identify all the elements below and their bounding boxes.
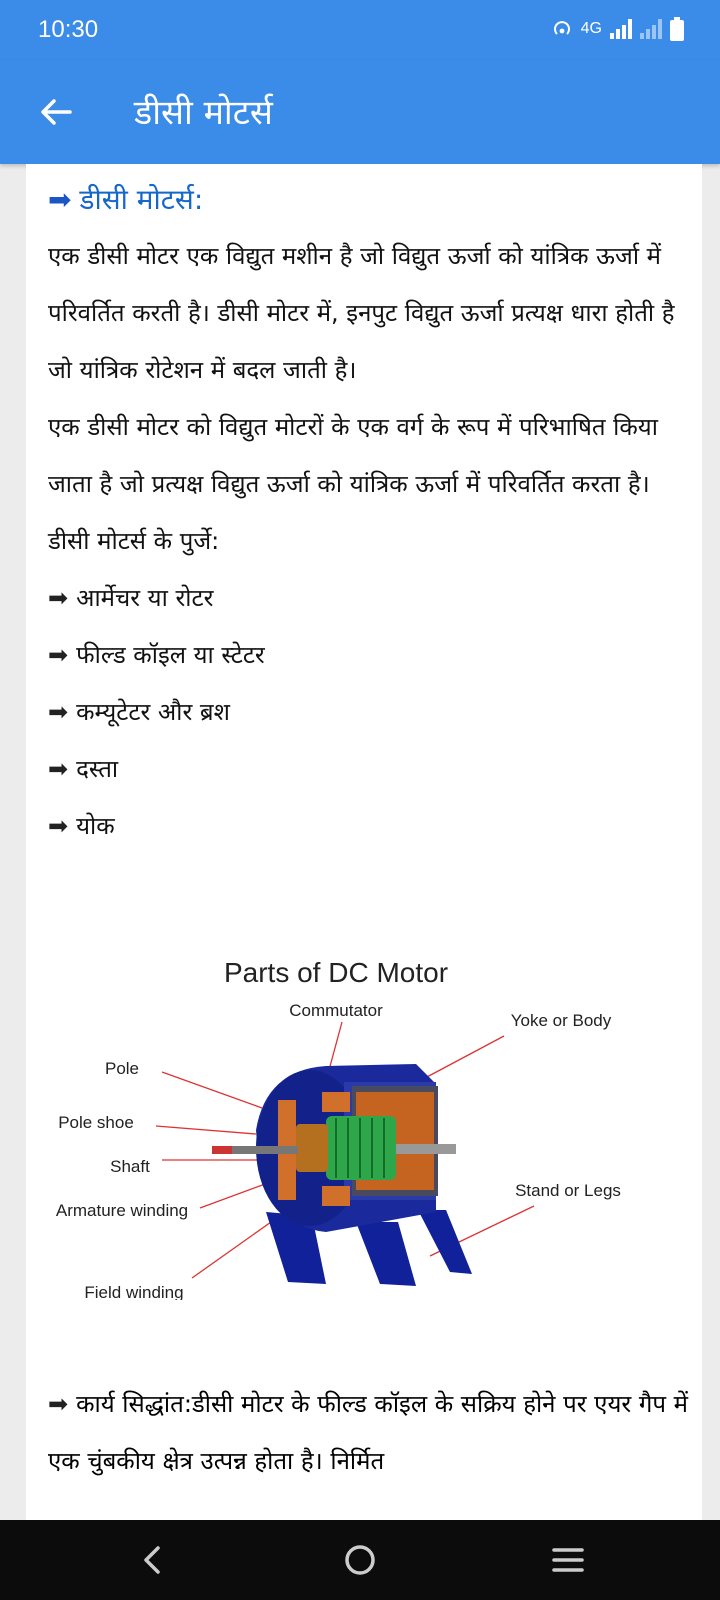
arrow-icon: ➡ xyxy=(48,641,69,669)
arrow-icon: ➡ xyxy=(48,183,72,216)
label-shaft: Shaft xyxy=(110,1157,150,1176)
network-type: 4G xyxy=(580,20,602,37)
signal-icon-2 xyxy=(640,19,662,39)
system-nav-bar xyxy=(0,1520,720,1600)
dc-motor-diagram xyxy=(26,960,702,1300)
list-item: ➡ फील्ड कॉइल या स्टेटर xyxy=(48,641,265,669)
label-commutator: Commutator xyxy=(289,1001,383,1020)
page-title: डीसी मोटर्स xyxy=(134,93,273,133)
arrow-icon: ➡ xyxy=(48,584,69,612)
section-heading xyxy=(48,180,688,220)
label-pole: Pole xyxy=(104,1059,140,1078)
content-card xyxy=(26,164,702,1520)
recents-nav-icon[interactable] xyxy=(546,1538,590,1582)
status-icons xyxy=(551,14,684,44)
home-nav-icon[interactable] xyxy=(338,1538,382,1582)
label-yoke: Yoke or Body xyxy=(510,1011,612,1030)
label-pole-shoe: Pole shoe xyxy=(58,1113,134,1132)
back-nav-icon[interactable] xyxy=(130,1538,174,1582)
arrow-icon: ➡ xyxy=(48,698,69,726)
working-principle xyxy=(48,1376,688,1490)
app-bar xyxy=(0,60,720,164)
status-time: 10:30 xyxy=(38,16,99,43)
signal-icon xyxy=(610,19,632,39)
battery-icon xyxy=(670,17,684,41)
list-item: ➡ योक xyxy=(48,812,115,840)
back-arrow-icon[interactable] xyxy=(36,92,76,132)
article xyxy=(48,180,688,855)
arrow-icon: ➡ xyxy=(48,812,69,840)
heading-text: डीसी मोटर्स: xyxy=(79,183,204,216)
parts-heading: डीसी मोटर्स के पुर्जे: xyxy=(48,527,220,555)
list-item: ➡ आर्मेचर या रोटर xyxy=(48,584,214,612)
arrow-icon: ➡ xyxy=(48,1390,69,1418)
arrow-icon: ➡ xyxy=(48,755,69,783)
intro-paragraph: एक डीसी मोटर एक विद्युत मशीन है जो विद्युत ऊर्जा को यांत्रिक ऊर्जा में परिवर्तित करती है। डीसी मोटर में, इनपुट विद्युत ऊर्जा प्रत्यक्ष धारा होती है जो यांत्रिक रोटेशन में बदल जाती है। xyxy=(48,242,675,384)
list-item: ➡ दस्ता xyxy=(48,755,119,783)
label-armature: Armature winding xyxy=(55,1201,189,1220)
status-bar xyxy=(0,0,720,60)
hotspot-icon xyxy=(551,18,573,40)
diagram-title: Parts of DC Motor xyxy=(223,960,449,988)
label-field: Field winding xyxy=(84,1283,184,1300)
definition-paragraph: एक डीसी मोटर को विद्युत मोटरों के एक वर्ग के रूप में परिभाषित किया जाता है जो प्रत्यक्ष विद्युत ऊर्जा को यांत्रिक ऊर्जा में परिवर्तित करता है। xyxy=(48,413,658,498)
list-item: ➡ कम्यूटेटर और ब्रश xyxy=(48,698,230,726)
working-principle-text: कार्य सिद्धांत:डीसी मोटर के फील्ड कॉइल के सक्रिय होने पर एयर गैप में एक चुंबकीय क्षेत्र उत्पन्न होता है। निर्मित xyxy=(48,1390,688,1475)
label-stand: Stand or Legs xyxy=(515,1181,621,1200)
